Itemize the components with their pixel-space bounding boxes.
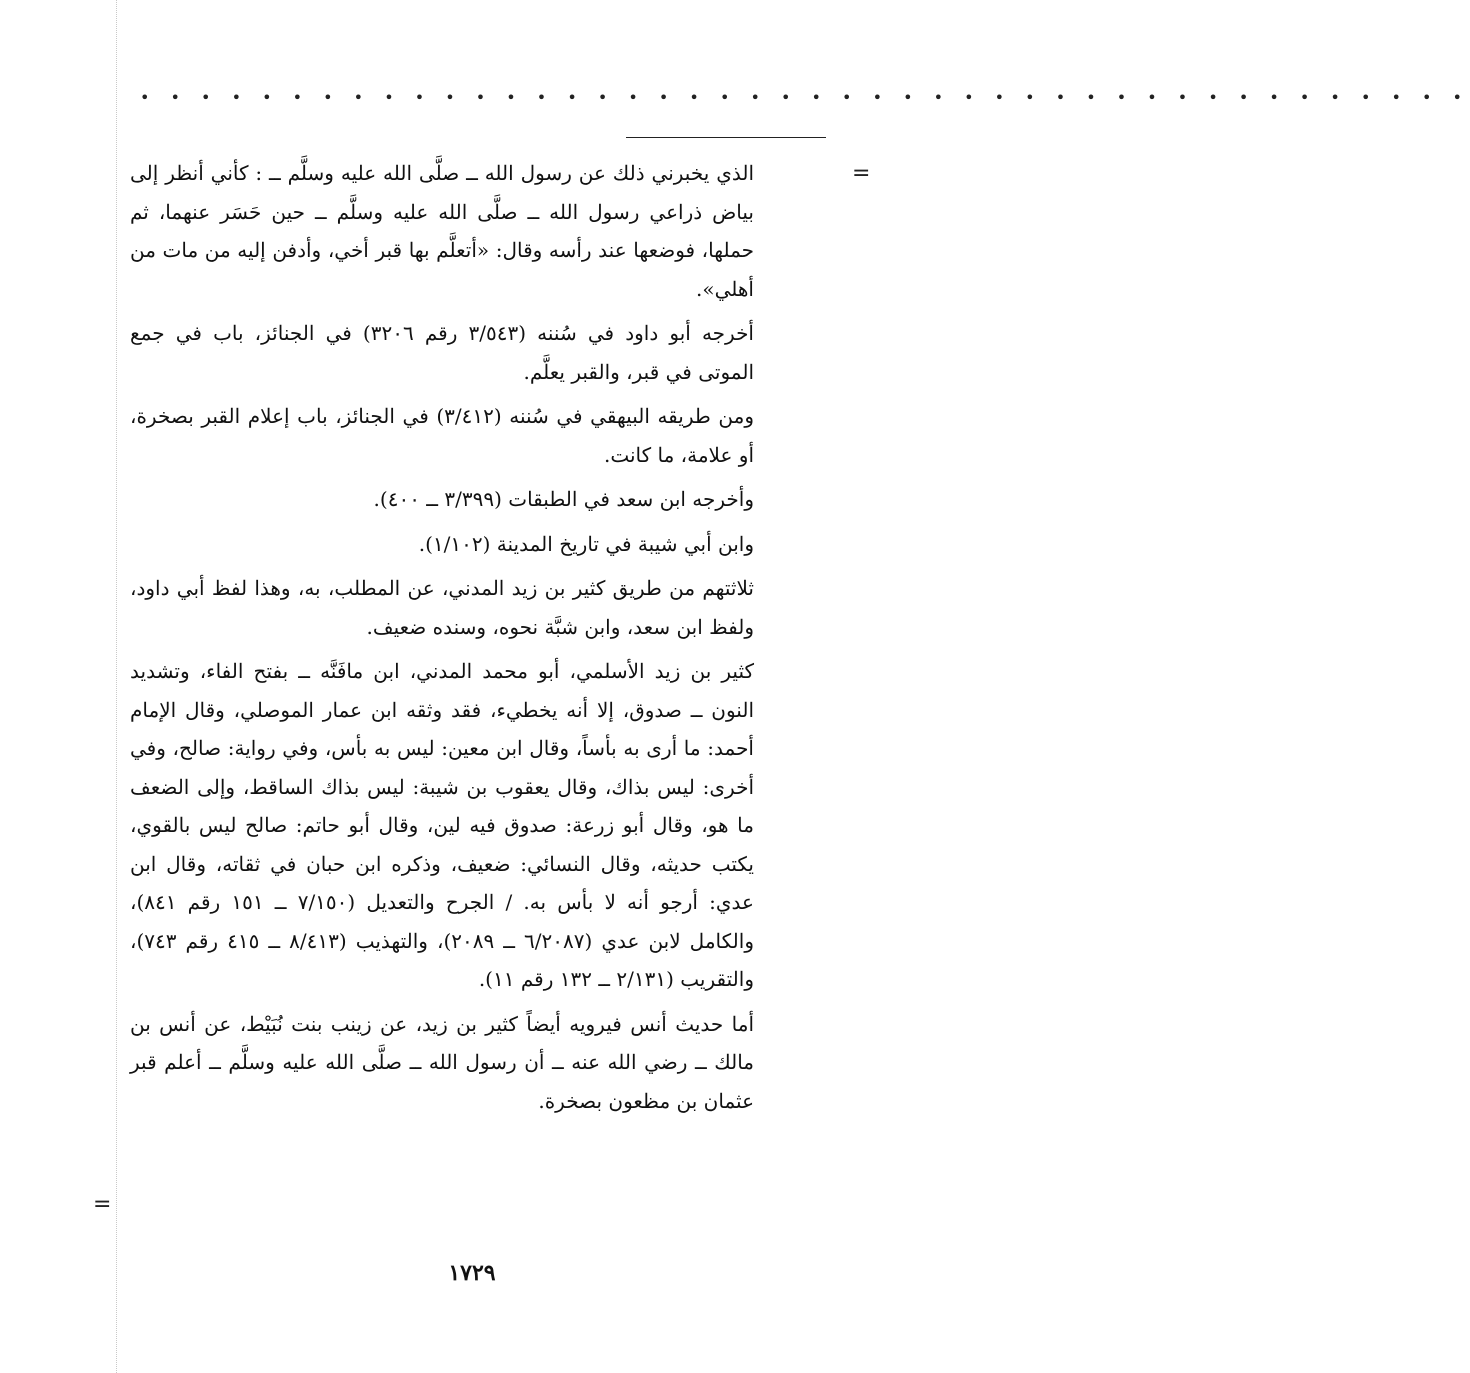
- footnote-separator-rule: [626, 137, 826, 138]
- paragraph-anas-hadith: أما حديث أنس فيرويه أيضاً كثير بن زيد، عن زينب بنت نُبَيْط، عن أنس بن مالك ــ رضي الله عنه ــ أن رسول الله ــ صلَّى الله عليه وسلَّم ــ أعلم قبر عثمان بن مظعون بصخرة.: [130, 1011, 754, 1113]
- continuation-mark-bottom: =: [93, 1192, 112, 1217]
- continuation-mark-top: =: [852, 161, 871, 186]
- paragraph-ibn-saad: وأخرجه ابن سعد في الطبقات (٣/٣٩٩ ــ ٤٠٠).: [373, 487, 754, 511]
- paragraph-chain-summary: ثلاثتهم من طريق كثير بن زيد المدني، عن المطلب، به، وهذا لفظ أبي داود، ولفظ ابن سعد، وابن شبَّة نحوه، وسنده ضعيف.: [130, 576, 754, 639]
- paragraph-narrator-biography: كثير بن زيد الأسلمي، أبو محمد المدني، ابن مافَنَّه ــ بفتح الفاء، وتشديد النون ــ صدوق، إلا أنه يخطيء، فقد وثقه ابن عمار الموصلي، وقال الإمام أحمد: ما أرى به بأساً، وقال ابن معين: ليس به بأس، وفي رواية: صالح، وفي أخرى: ليس بذاك، وقال يعقوب بن شيبة: ليس بذاك الساقط، وإلى الضعف ما هو، وقال أبو زرعة: صدوق فيه لين، وقال أبو حاتم: صالح ليس بالقوي، يكتب حديثه، وقال النسائي: ضعيف، وذكره ابن حبان في ثقاته، وقال ابن عدي: أرجو أنه لا بأس به. / الجرح والتعديل (٧/١٥٠ ــ ١٥١ رقم ٨٤١)، والكامل لابن عدي (٦/٢٠٨٧ ــ ٢٠٨٩)، والتهذيب (٨/٤١٣ ــ ٤١٥ رقم ٧٤٣)، والتقريب (٢/١٣١ ــ ١٣٢ رقم ١١).: [130, 659, 754, 991]
- page-number: ١٧٢٩: [448, 1260, 496, 1286]
- header-dotted-rule: • • • • • • • • • • • • • • • • • • • • • • • • • • • • • • • • • • • • • • • • • • • •: [140, 88, 1470, 107]
- footnote-body: [130, 154, 754, 1126]
- paragraph-ibn-shabbah: وابن أبي شيبة في تاريخ المدينة (١/١٠٢).: [418, 531, 754, 556]
- paragraph-bayhaqi: ومن طريقه البيهقي في سُننه (٣/٤١٢) في الجنائز، باب إعلام القبر بصخرة، أو علامة، ما كانت.: [130, 404, 754, 467]
- gutter-guide-line: [116, 0, 117, 1373]
- paragraph-abu-dawud: أخرجه أبو داود في سُننه (٣/٥٤٣ رقم ٣٢٠٦) في الجنائز، باب في جمع الموتى في قبر، والقبر يعلَّم.: [130, 321, 754, 384]
- paragraph-hadith-text: الذي يخبرني ذلك عن رسول الله ــ صلَّى الله عليه وسلَّم ــ : كأني أنظر إلى بياض ذراعي رسول الله ــ صلَّى الله عليه وسلَّم ــ حين حَسَر عنهما، ثم حملها، فوضعها عند رأسه وقال: «أتعلَّم بها قبر أخي، وأدفن إليه من مات من أهلي».: [130, 161, 754, 301]
